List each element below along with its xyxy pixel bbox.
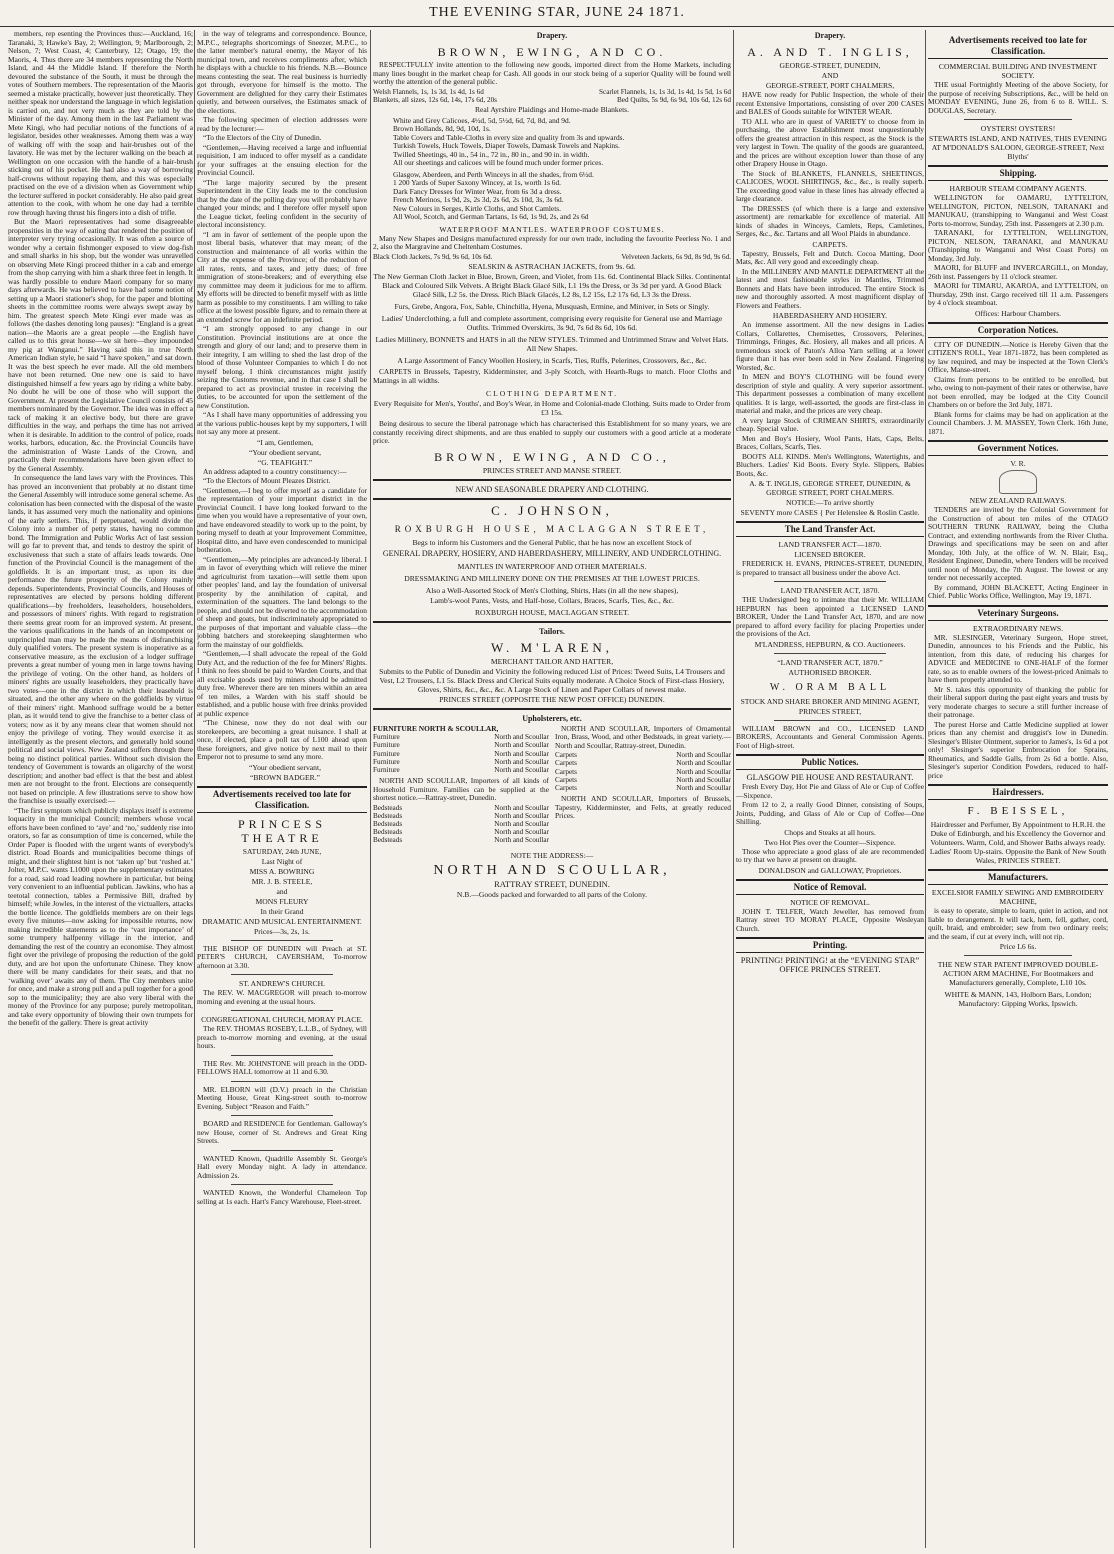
table-cell: Carpets [555,783,577,792]
ad-line: N.B.—Goods packed and forwarded to all parts of the Colony. [456,889,648,899]
section-heading: Public Notices. [736,754,924,770]
notice: Hairdresser and Perfumer, By Appointment to H.R.H. the Duke of Edinburgh, and his Excellency the Governor and Volunteers. Warm, Cold, and Shower Baths always ready. Ladies' Room Up-stairs. Opposite the Bank of New South Wales, PRINCES STREET. [929,820,1107,865]
price-cell: Bed Quilts, 5s 9d, 6s 9d, 10s 6d, 12s 6d [616,95,731,104]
notice: Price L6 6s. [999,942,1037,951]
divider [774,653,887,654]
goods-item: Turkish Towels, Huck Towels, Diaper Towels, Damask Towels and Napkins. [393,141,620,151]
divider [774,581,887,582]
divider [373,708,731,710]
notice: BOARD and RESIDENCE for Gentleman. Galloway's new House, corner of St. Andrews and Great King Streets. [197,1119,367,1145]
ad-address: PRINCES STREET, [798,706,862,716]
notice: MR. SLESINGER, Veterinary Surgeon, Hope street, Dunedin, announces to his Friends and the Public, his intention, from this date, of reducing his charges for ADVICE and MEDICINE to ONE-HALF of the former rate, so as to enable owners of the lowest-priced Animals to have them properly attended to. [928,632,1108,684]
section-heading: Corporation Notices. [928,322,1108,338]
advertiser-name: A. AND T. INGLIS, [747,45,913,59]
price-cell: Scarlet Flannels, 1s, 1s 3d, 1s 4d, 1s 5d, 1s 6d [599,87,731,96]
theatre-title: PRINCESS THEATRE [237,816,327,845]
table-cell: Furniture [373,749,400,758]
ad-paragraph: Also a Well-Assorted Stock of Men's Clothing, Shirts, Hats (in all the new shapes), [425,585,679,595]
notice: The purest Horse and Cattle Medicine supplied at lower prices than any chemist and druggist's low in Dunedin. Slesinger's Blister Ointment, superior to James's, 1s 6d a pot only! Slesinger's superior Embrocation for Sprains, Rheumatics, and Saddle Galls, from 2s 6d a bottle. Also, Slesinger's superior Condition Powders, reduced to half-price [928,719,1108,780]
theatre-date: SATURDAY, 24th JUNE, [242,846,322,856]
ad-line: SEVENTY more CASES { Per Helenslee & Roslin Castle. [740,508,920,517]
ad-line: STOCK AND SHARE BROKER AND MINING AGENT, [740,696,920,706]
notice: WANTED Known, Quadrille Assembly St. George's Hall every Monday night. A lady in attendance. Admission 2s. [197,1153,367,1180]
table-cell: Carpets [555,775,577,784]
goods-item: White and Grey Calicoes, 4½d, 5d, 5½d, 6d, 7d, 8d, and 9d. [393,115,571,125]
ad-paragraph: Lamb's-wool Pants, Vests, and Half-hose, Collars, Braces, Scarfs, Ties, &c., &c. [430,595,674,605]
ad-subheading: SEALSKIN & ASTRACHAN JACKETS, from 9s. 6d. [468,262,636,272]
notice: FREDERICK H. EVANS, PRINCES-STREET, DUNEDIN, is prepared to transact all business under the above Act. [736,559,924,577]
address-paragraph: An address adapted to a country constituency:— [203,466,347,476]
notice-signature: DONALDSON and GALLOWAY, Proprietors. [758,865,902,875]
goods-item: Twilled Sheetings, 40 in., 54 in., 72 in., 80 in., and 90 in. in width. [393,149,590,159]
table-cell: Carpets [555,751,577,760]
section-heading: Hairdressers. [928,784,1108,800]
notice-signature: M'LANDRESS, HEPBURN, & CO. Auctioneers. [754,639,906,649]
lecture-paragraph: “The first symptom which publicly displays itself is extreme loquacity in the municipal Council; members whose vocal efforts have been confined to ‘aye’ and ‘no,’ suddenly rise into orators, so far as consumption of time is concerned, while the Order Paper is flooded with the urgent wants of everybody's district. Road Boards and municipalities become things of might, and their slightest hint is not ‘taken up’ but ‘rushed at.’ Jolter, M.P.C. wants L1000 upon the supplementary estimates for a road, said road leading nowhere in particular, but being very convenient to an influential publican. Jawkins, who has a teetotal connection, tables a Permissive Bill, drafted by himself; while Jowles, in the interest of the victuallers, attacks the bottle licence. The goldfields members are on their legs every five minutes—now asking for impossible returns, now making incredible statements as to the ‘vast importance’ of some trumpery halfpenny village in the interior, and demanding the rest of the country an economise. They almost fight over the privilege of proposing the reduction of the gold duty, and are hot upon the unfortunate Chinese. They know there will be many candidates for their seats, and that no ‘walking over’ awaits any of them. The City members unite for once, and make a strong pull and a pull together for a good sop to the municipality; they are also very liberal with the money of the Province for any purpose; purely metropolitan, and take every opportunity of blowing their own trumpets for the benefit of the gallery. There is great activity [8,805,193,1027]
divider [964,119,1072,120]
notice-title: HARBOUR STEAM COMPANY AGENTS. [949,184,1087,193]
ad-paragraph: The New German Cloth Jacket in Blue, Brown, Green, and Violet, from 11s. 6d. Continental Black Silks. Continental Black and Coloured Silk Velvets. A Bright Black Glacé Silk, L1 19s the Dress, or 3s 3d per yard. A Good Black Glacé Silk, L2 5s. the Dress. Rich Black Glacés, L2 8s, L2 15s, L2 17s 6d, L3 3s the Dress. [373,272,731,300]
advertiser-name: W. M'LAREN, [490,639,614,655]
goods-item: Table Covers and Table-Cloths in every size and quality from 3s and upwards. [393,132,625,142]
table-cell: Bedsteads [373,820,403,829]
ad-subheading: NEW AND SEASONABLE DRAPERY AND CLOTHING. [455,484,649,494]
lecture-paragraph: The following specimen of election addresses were read by the lecturer:— [197,115,367,133]
signoff: “BROWN BADGER.” [249,772,321,782]
ad-subheading: CLOTHING DEPARTMENT. [486,389,618,399]
table-cell: Bedsteads [373,828,403,837]
ad-paragraph: CARPETS in Brussels, Tapestry, Kidderminster, and 3-ply Scotch, with Hearth-Rugs to match. Floor Cloths and Mattings in all widths. [373,367,731,385]
notice: THE Undersigned beg to intimate that their Mr. WILLIAM HEPBURN has been appointed a LICENSED LAND BROKER, Under the Land Transfer Act, 1870, and are now prepared to afford every facility for placing Properties under the provisions of the Act. [736,595,924,638]
notice: Mr S. takes this opportunity of thanking the public for their liberal support during the past eight years and trusts by very moderate charges to secure a still further increase of their patronage. [928,684,1108,719]
notice-title: GLASGOW PIE HOUSE AND RESTAURANT. [746,772,914,782]
address-paragraph: “I am strongly opposed to any change in our Constitution. Provincial institutions are at once the strength and glory of our land; and to preserve them in their integrity, I am willing to shed the last drop of the blood of those Volunteer Companies to which I do not myself belong. I think circumstances might justify seizing the Customs revenue, and in that case I shall be prepared to act as provincial trustee in receiving the duties, to be accounted for upon the settlement of the new Constitution. [197,324,367,410]
section-heading: Upholsterers, etc. [522,713,582,723]
furniture-ads [373,725,731,845]
advertiser-name: NORTH AND SCOULLAR, [433,862,671,878]
notice-title: EXCELSIOR FAMILY SEWING AND EMBROIDERY MACHINE, [931,888,1105,906]
ad-address: GEORGE-STREET, PORT CHALMERS, [765,81,895,90]
notice: CITY OF DUNEDIN.—Notice is Hereby Given that the CITIZEN'S ROLL, Year 1871-1872, has been completed as by law required, and may be inspected at the Town Clerk's Office, Manse-street. [928,339,1108,374]
table-cell: North and Scoullar [494,820,549,829]
table-cell: North and Scoullar [494,749,549,758]
ad-paragraph: RESPECTFULLY invite attention to the following new goods, imported direct from the Home Markets, including many lines bought in the market cheap for Cash. All goods in our stock being of a superior Quality will be found well worthy the attention of the general public. [373,60,731,86]
section-heading: Shipping. [928,165,1108,181]
divider [231,1081,333,1082]
address-heading: “To the Electors of the City of Dunedin. [203,133,322,142]
signoff: “I am, Gentlemen, [256,437,314,447]
notice: Blank forms for claims may be had on application at the Council Chambers. J. M. MASSEY, Town Clerk. 16th June, 1871. [928,409,1108,436]
crest-label: V. R. [1010,459,1026,468]
goods-list [393,117,711,222]
ad-subheading: CARPETS. [812,239,848,249]
notice-signature: By command, JOHN BLACKETT, Acting Engineer in Chief. Public Works Office, Wellington, May 19, 1871. [928,582,1108,600]
notice-title: THE NEW STAR PATENT IMPROVED DOUBLE-ACTION ARM MACHINE, For Bootmakers and Manufacturers generally, Complete, L10 10s. [937,960,1099,987]
notice-title: ST. ANDREW'S CHURCH. [238,979,326,988]
notice: WILLIAM BROWN and CO., LICENSED LAND BROKERS, Accountants and General Commission Agents. Foot of High-street. [736,723,924,750]
notice: STEWARTS ISLAND, AND NATIVES, THIS EVENING AT M'DONALD'S SALOON, GEORGE-STREET, Next Blyths' [928,134,1108,161]
ad-paragraph: Men and Boy's Hosiery, Wool Pants, Hats, Caps, Belts, Braces, Collars, Scarfs, Ties. [736,433,924,451]
price-cell: Velveteen Jackets, 6s 9d, 8s 9d, 9s 6d. [621,252,731,261]
section-heading: Manufacturers. [928,869,1108,885]
price-table [373,253,731,261]
notice: WANTED Known, the Wonderful Chameleon Top selling at 1s each. Hart's Fancy Warehouse, Fleet-street. [197,1188,367,1206]
address-paragraph: “Gentlemen,—Having received a large and influential requisition, I am induced to offer myself as a candidate for your suffrages at the ensuing election for the Provincial Council. [197,142,367,177]
price-cell: Black Cloth Jackets, 7s 9d, 9s 6d, 10s 6d. [373,252,493,261]
section-heading: Notice of Removal. [736,879,924,895]
notice: THE usual Fortnightly Meeting of the above Society, for the purpose of receiving Subscriptions, &c., will be held on MONDAY EVENING, June 26, from 6 to 8. WILL. S. DOUGLAS, Secretary. [928,80,1108,115]
ad-paragraph: In MEN and BOY'S CLOTHING will be found every description of style and quality. A very superior assortment. This department possesses a combination of many excellent qualities. It is large, well-assorted, the goods are first-class in material and make, and the prices are very cheap. [736,372,924,415]
notice-title: LAND TRANSFER ACT, 1870. [780,586,880,595]
divider [231,1184,333,1185]
column-2 [197,30,367,1548]
goods-item: Dark Fancy Dresses for Winter Wear, from 6s 3d a dress. [393,186,562,196]
address-paragraph: “Gentlemen,—My principles are advanced-ly liberal. I am in favor of everything which will relieve the miner and agriculturist from taxation—will settle them upon other peoples' land, and lay the foundation of universal prosperity by the annihilation of capital, and extermination of the squatters. The land belongs to the people, and should not be diverted to the accommodation of sheep and goats, but indiscriminately appropriated to the purposes of that important and valuable class—the jobbing hatchers and storekeeping slaughtermen who form the mainstay of our goldfields. [197,554,367,649]
address-heading: “To the Electors of Mount Pleazes District. [203,476,331,485]
notice: THE BISHOP OF DUNEDIN will Preach at ST. PETER'S CHURCH, CAVERSHAM, To-morrow afternoon at 3.30. [197,943,367,970]
notice: Chops and Steaks at all hours. [784,827,876,837]
table-cell: Furniture [373,733,400,742]
table-cell: Furniture [373,757,400,766]
goods-item: All Wool, Scotch, and German Tartans, 1s 6d, 1s 9d, 2s, and 2s 6d [393,212,589,222]
table-cell: North and Scoullar [494,765,549,774]
column-3-drapery [373,30,731,1548]
ad-paragraph: The Stock of BLANKETS, FLANNELS, SHEETINGS, CALICOES, WOOL SHIRTINGS, &c., &c., is really superb. The exceeding good value in these lines has already effected a large clearance. [736,168,924,203]
table-cell: North and Scoullar [494,828,549,837]
ad-line: NOTICE:—To arrive shortly [785,498,875,507]
divider [231,1010,333,1011]
goods-item: French Merinos, 1s 9d, 2s, 2s 3d, 2s 6d, 2s 10d, 3s, 3s 6d. [393,195,564,205]
bedsteads-table [373,804,549,845]
table-cell: Carpets [555,767,577,776]
section-heading: Tailors. [539,626,565,636]
ad-subheading: GENERAL DRAPERY, HOSIERY, AND HABERDASHERY, MILLINERY, AND UNDERCLOTHING. [382,548,722,558]
theatre-line: and [276,886,288,896]
table-cell: North and Scoullar [494,803,549,812]
column-rule [925,30,926,1548]
ad-paragraph: Ladies Millinery, BONNETS and HATS in all the NEW STYLES. Trimmed and Untrimmed Straw and Velvet Hats. All New Shapes. [375,335,729,354]
table-cell: Furniture [373,741,400,750]
notice-title: “LAND TRANSFER ACT, 1870.” [777,657,883,667]
ad-paragraph: Being desirous to secure the liberal patronage which has characterised this Establishment for so many years, we are constantly receiving direct shipments, and are thus enabled to supply our customers with a good article at a moderate price. [373,419,731,446]
ad-line: Real Ayrshire Plaidings and Home-made Blankets. [474,104,630,114]
divider [231,1115,333,1116]
ad-address: ROXBURGH HOUSE, MACLAGGAN STREET. [474,607,630,617]
ad-paragraph: BOOTS ALL KINDS. Men's Wellingtons, Watertights, and Bluchers. Ladies' Kid Boots. Every Style. Slippers, Babies Boots, &c. [736,451,924,478]
table-cell: North and Scoullar [676,759,731,768]
table-cell: North and Scoullar [494,741,549,750]
ad-paragraph: NORTH AND SCOULLAR, Importers of Ornamental Iron, Brass, Wood, and other Bedsteads, in great variety.—North and Scoullar, Rattray-street, Dunedin. [555,723,731,750]
ad-paragraph: Begs to inform his Customers and the General Public, that he has now an excellent Stock of [412,537,692,547]
ad-subheading: MERCHANT TAILOR AND HATTER, [490,656,614,666]
signoff: “G. TEAFIGHT.” [257,457,313,467]
table-cell: Bedsteads [373,803,403,812]
notice: MR. ELBORN will (D.V.) preach in the Christian Meeting House, Great King-street south to-morrow Evening. Subject “Reason and Faith.” [197,1084,367,1111]
notice: Those who appreciate a good glass of ale are recommended to try that we have at present on draught. [736,846,924,864]
ad-subheading: HABERDASHERY AND HOSIERY. [772,311,888,320]
ad-paragraph: The DRESSES (of which there is a large and extensive assortment) are remarkable for excellence of material. All kinds of shades in Winceys, Camlets, Reps, Camletines, Serges, &c., &c. Tartans and all Wool Plaids in abundance. [736,203,924,238]
notice: The REV. W. MACGREGOR will preach to-morrow morning and evening at the usual hours. [197,988,367,1006]
ad-paragraph: TO ALL who are in quest of VARIETY to choose from in purchasing, the above Establishment most unquestionably offers the greatest attraction in this respect, as the Stock is the very largest in Town. The quality of the goods are guaranteed, and the prices are without exception lower than those of any other Drapery House in Otago. [736,116,924,168]
theatre-prices: Prices—3s, 2s, 1s. [254,926,310,936]
ad-paragraph: A very large Stock of CRIMEAN SHIRTS, extraordinarily cheap. Special value. [736,415,924,433]
column-rule [194,30,195,1548]
advertiser-name: C. JOHNSON, [491,502,613,518]
ad-address: ROXBURGH HOUSE, MACLAGGAN STREET, [394,523,710,534]
notice: TARANAKI, for LYTTELTON, WELLINGTON, PICTON, NELSON, TARANAKI, and MANUKAU (Transhipping to Wanganui and West Coast Ports) on Monday, 3rd July. [928,228,1108,263]
divider [231,1055,333,1056]
column-4 [736,30,924,1548]
ad-address: A. & T. INGLIS, GEORGE STREET, DUNEDIN, & GEORGE STREET, PORT CHALMERS. [749,479,911,497]
column-5 [928,30,1108,1548]
divider [373,479,731,481]
price-table [373,88,731,104]
ad-address: GEORGE-STREET, DUNEDIN, [779,61,881,70]
divider [231,974,333,975]
ad-address: AND [821,71,839,80]
ad-paragraph: NORTH AND SCOULLAR, Importers of all kinds of Household Furniture. Families can be supplied at the shortest notice.—Rattray-street, Dunedin. [373,776,549,803]
ad-address: PRINCES STREET (OPPOSITE THE NEW POST OFFICE) DUNEDIN. [439,694,665,704]
notice-title: EXTRAORDINARY NEWS. [973,623,1063,633]
address-paragraph: “As I shall have many opportunities of addressing you at the various public-houses kept by my supporters, I will not say any more at present. [197,410,367,436]
notice-title: CONGREGATIONAL CHURCH, MORAY PLACE. [201,1015,363,1024]
ad-paragraph: In the MILLINERY AND MANTLE DEPARTMENT all the latest and most fashionable styles in Mantles, Trimmed Bonnets and Hats have been introduced. The entire Stock is new and thoroughly assorted. A most magnificent display of Flowers and Feathers. [736,266,924,310]
ad-paragraph: An immense assortment. All the new designs in Ladies Collars, Collarettes, Chemisettes, Crossovers, Pelerines, Trimmings, Fringes, &c. Hosiery, all makes and all prices. A tremendous stock of Paton's Alloa Yarn selling at a lower figure than it has ever been sold in New Zealand. Fingering Worsted, &c. [736,320,924,372]
notice-signature: WHITE & MANN, 143, Holborn Bars, London; Manufactory: Gipping Works, Ipswich. [944,990,1092,1008]
carpets-table [555,751,731,792]
advertiser-name: BROWN, EWING, AND CO. [437,45,667,59]
ad-paragraph: Ladies' Underclothing, a full and complete assortment, comprising every requisite for General use and Marriage Outfits. Trimmed Overskirts, 3s 9d, 7s 6d 8s 6d, 10s 6d. [381,314,723,333]
notice: TENDERS are invited by the Colonial Government for the Construction of about ten miles of the OTAGO SOUTHERN TRUNK RAILWAY, being the Clutha Contract, and extending northwards from the River Clutha. Drawings and specifications may be seen on and after Monday, 10th July, at the office of W. N. Blair, Esq., Resident Engineer, Dunedin, where Tenders will be received until noon of Monday, the 7th August. The lowest or any tender not necessarily accepted. [928,505,1108,582]
column-rule [370,30,371,1548]
table-cell: North and Scoullar [676,775,731,784]
theatre-line: MR. J. B. STEELE, [251,876,313,886]
ad-address: PRINCES STREET AND MANSE STREET. [482,465,622,475]
furniture-table [373,733,549,774]
section-heading: Drapery. [814,31,846,40]
divider [231,1150,333,1151]
divider [774,720,887,721]
ad-paragraph: Furs, Grebe, Angora, Fox, Sable, Chinchilla, Hyena, Musquash, Ermine, and Miniver, in Sets or Singly. [394,302,710,312]
price-cell: Welsh Flannels, 1s, 1s 3d, 1s 4d, 1s 6d [373,87,484,96]
theatre-line: DRAMATIC AND MUSICAL ENTERTAINMENT. [202,916,362,926]
address-paragraph: “I am in favor of settlement of the people upon the most liberal basis, whatever that may mean; of the construction and maintenance of all works within the City at the expense of the Province; of the reduction of all rates, rents, and taxes, and jetty dues; of free immigration of stone-breakers; and of everything else my committee may deem it judicious for me to affirm. My efforts will be directed to benefit myself with as little harm as possible to my constituents. I am willing to take office at the lowest possible figure, and to remain there at an extended screw for an indefinite period. [197,229,367,324]
table-cell: Furniture [373,765,400,774]
table-cell: North and Scoullar [676,767,731,776]
notice: Offices: Harbour Chambers. [974,308,1062,318]
section-heading: The Land Transfer Act. [736,521,924,537]
column-rule [733,30,734,1548]
notice: Fresh Every Day, Hot Pie and Glass of Ale or Cup of Coffee—Sixpence. [736,782,924,800]
masthead: THE EVENING STAR, JUNE 24 1871. [0,0,1114,27]
address-paragraph: “Gentlemen,—I shall advocate the repeal of the Gold Duty Act, and the reduction of the fee for Miners' Rights. I think no fees should be paid to Warden Courts, and that all excisable goods used by miners should be admitted duty free. Wherever there are ten miners within an area of ten miles, a Warden with his staff should be established, and a public house with free drinks provided at public expence [197,649,367,718]
notice-title: LICENSED BROKER. [794,550,866,559]
theatre-line: MONS FLEURY [255,896,309,906]
goods-item: All our sheetings and calicoes will be found much under former prices. [393,158,604,168]
table-cell: North and Scoullar [494,757,549,766]
address-paragraph: “Gentlemen,—I beg to offer myself as a candidate for the representation of your important district in the Provincial Council. I have long looked forward to the time when you would have a representative of your own, and have endeavored steadily to work up to the point, by boring myself to death at your Improvement Committee, Hospital ditto, and have even condescended to municipal botheration. [197,485,367,554]
goods-item: Glasgow, Aberdeen, and Perth Winceys in all the shades, from 6½d. [393,169,594,179]
goods-item: Brown Hollands, 8d, 9d, 10d, 1s. [393,124,491,134]
notice-title: NEW ZEALAND RAILWAYS. [969,496,1067,505]
ad-paragraph: NORTH AND SCOULLAR, Importers of Brussels, Tapestry, Kidderminster, and Felts, at greatly reduced Prices. [555,794,731,821]
theatre-line: In their Grand [260,906,304,916]
ad-subheading: MANTLES IN WATERPROOF AND OTHER MATERIALS. [457,561,647,571]
section-heading: Drapery. [536,31,568,40]
section-heading: Veterinary Surgeons. [928,605,1108,621]
section-heading: Printing. [736,937,924,953]
royal-crest-icon [999,470,1037,494]
ad-address: RATTRAY STREET, DUNEDIN. [494,878,610,889]
notice-title: AUTHORISED BROKER. [788,667,872,677]
address-paragraph: “The large majority secured by the present Superintendent in the City leads me to the conclusion that by the date of the polling day you will probably have changed your minds; and I therefore offer myself upon the League ticket, feeling confident in the security of electoral inconsistency. [197,177,367,229]
divider [373,498,731,500]
column-1-lecture [8,30,193,1548]
notice: The REV. THOMAS ROSEBY, L.L.B., of Sydney, will preach to-morrow morning and evening, at the usual hours. [197,1024,367,1050]
lecture-paragraph: members, rep esenting the Provinces thus:—Auckland, 16; Taranaki, 3; Hawke's Bay, 2; Wellington, 9; Marlborough, 2; Nelson, 7; West Coast, 4; Canterbury, 12; Otago, 19; the Maoris, 4. Thus there are 34 members representing the North Island, and 44 the Middle Island. If therefore the North devoured the substance of the South, it must be through the votes of Southern members. The representation of the Maoris seemed a mistake practically, however just theoretically. They neither speak nor understand the language in which legislation is carried on, and not very much as they are told by the Minister of the day. Among them in the last Parliament was Mete Kingi, who had peculiar notions of the functions of a legislator, besides other weaknesses. Among them was a way of walking off with the soap and hair-brushes out of the lavatory. He was met by the lecturer walking on the beach at Wellington on one occasion with the handle of a hair-brush sticking out of his pocket. He had also a way of borrowing half-crowns without repaying them, and this was especially practised on the eve of a division when as Government whip the lecturer suffered in pocket considerably. He also paid great attention to the cook, with whom he one day had a terrible row through having thrust his fingers into a dish of trifle. [8,30,193,217]
divider [373,621,731,623]
table-cell: North and Scoullar [494,811,549,820]
goods-item: New Colours in Serges, Kirtle Cloths, and Shot Camlets. [393,203,561,213]
lecture-paragraph: in the way of telegrams and correspondence. Bounce, M.P.C., telegraphs shortcomings of Sneezer, M.P.C., to the latter member's natural enemy, the Mayor of his municipal town, and receives compliments after, which he displays with a chuckle to his friends. N.B.—Bounce means contesting the seat. The real business is hurriedly got through, everyone for himself is the motto. The Government are delighted for they carry their Estimates quietly, and between ourselves, the Estimates smack of the elections. [197,30,367,115]
signoff: “Your obedient servant, [249,447,321,457]
divider [231,940,333,941]
theatre-line: MISS A. BOWRING [249,866,315,876]
ad-paragraph: Submits to the Public of Dunedin and Vicinity the following reduced List of Prices: Tweed Suits, L4 Trousers and Vest, L2 Trousers, L1 5s. Black Dress and Clerical Suits equally moderate. A Choice Stock of First-class Hosiery, Gloves, Shirts, &c., &c., &c. A Large Stock of Linen and Paper Collars of newest make. [379,666,725,694]
lecture-paragraph: But the Maori representatives had some disagreeable propensities in the way of eating that rendered the position of interpreter very trying occasionally. It was often a source of wonder why a certain fishmonger exposed to view dog-fish and small sharks in his shop, but the wonder was unravelled on observing Mete Kingi proceed thither in a cab and emerge from the shop carrying with him a shark three feet in length. It was hardly possible to endure Maori company for so many days afterwards. He was believed to have had some notion of setting up a Maori stationer's shop, for the paper and blotting sheets in the committee rooms were always swept away by him. The greatest speech Mete Kingi ever made was as follows (the dashes denoting long pauses): “England is a great nation—the Maoris are a great people —the English have called us to this great house—we sit here—they impounded my pig at Wanganui.” Having said this in true North American Indian style, he said “I have spoken,” and sat down. It was the best speech he ever made. All the old members have not been returned. One new one is said to have distinguished himself a few years ago by riding a white baby. No doubt he will be one of those who will support the Government. At present the Legislative Council consists of 45 members nominated by the Governor. The idea was in effect a tack of making it an elective body, but there are grave difficulties in the way, and perhaps the time has not arrived when it is desirable. In addition to the control of police, roads works, harbors, education, &c. the Provincial Councils have the administration of Waste Lands of the Crown, and practically their recommendations have been given effect to by the General Assembly. [8,217,193,473]
advertiser-name: W. ORAM BALL [769,681,891,693]
table-cell: North and Scoullar [494,836,549,845]
table-cell: Carpets [555,759,577,768]
advertiser-name: F. BEISSEL, [967,805,1069,817]
ad-subheading: WATERPROOF MANTLES. WATERPROOF COSTUMES. [439,224,665,234]
notice: JOHN T. TELFER, Watch Jeweller, has removed from Rattray street TO MORAY PLACE, Opposite Wesleyan Church. [736,906,924,933]
signoff: “Your obedient servant, [249,762,321,772]
notice: is easy to operate, simple to learn, quiet in action, and not liable to derangement. It will tack, hem, fell, gather, cord, quilt, braid, and embroider; sew from two ordinary reels; and the seam, if cut at every inch, will not rip. [928,906,1108,941]
notice-title: OYSTERS! OYSTERS! [980,124,1056,133]
divider [964,955,1072,956]
notice: Claims from persons to be entitled to be enrolled, but who, owing to non-payment of their rates or otherwise, have not been enrolled, may be lodged at the City Council Chambers on or before the 3rd July, 1871. [928,374,1108,409]
notice: MAORI, for BLUFF and INVERCARGILL, on Monday, 26th inst. Passengers by 11 o'clock steamer. [928,263,1108,281]
ad-subheading: FURNITURE NORTH & SCOULLAR, [373,723,499,733]
table-cell: Bedsteads [373,836,403,845]
ad-paragraph: Every Requisite for Men's, Youths', and Boy's Wear, in Home and Colonial-made Clothing. Suits made to Order from £3 15s. [373,399,731,418]
notice: WELLINGTON for OAMARU, LYTTELTON, WELLINGTON, PICTON, NELSON, TARANAKI and MANUKAU, (transhipping to Wanganui and West Coast Ports to-morrow, Sunday, 25th inst. Passengers at 2.30 p.m. [928,193,1108,228]
ad-paragraph: A Large Assortment of Fancy Woollen Hosiery, in Scarfs, Ties, Ruffs, Pelerines, Crossovers, &c., &c. [397,356,707,366]
notice: Two Hot Pies over the Counter—Sixpence. [764,837,896,847]
price-cell: Blankets, all sizes, 12s 6d, 14s, 17s 6d, 20s [373,95,497,104]
ad-line: NOTE THE ADDRESS:— [510,850,594,860]
theatre-line: Last Night of [261,856,303,866]
table-cell: Bedsteads [373,811,403,820]
table-cell: North and Scoullar [676,751,731,760]
notice-title: COMMERCIAL BUILDING AND INVESTMENT SOCIETY. [938,62,1098,80]
ad-paragraph: Tapestry, Brussels, Felt and Dutch. Cocoa Matting, Door Mats, &c. All very good and exceedingly cheap. [736,248,924,266]
notice-title: NOTICE OF REMOVAL. [790,897,870,907]
table-cell: North and Scoullar [494,733,549,742]
ad-subheading: DRESSMAKING AND MILLINERY DONE ON THE PREMISES AT THE LOWEST PRICES. [404,573,700,583]
notice: THE Rev. Mr. JOHNSTONE will preach in the ODD-FELLOWS HALL tomorrow at 11 and 6.30. [197,1058,367,1076]
table-cell: North and Scoullar [676,783,731,792]
goods-item: 1 200 Yards of Super Saxony Wincey, at 1s, worth 1s 6d. [393,178,562,188]
advertiser-name: BROWN, EWING, AND CO., [434,449,670,464]
notice: MAORI for TIMARU, AKAROA, and LYTTELTON, on Thursday, 29th inst. Cargo received till 11 a.m. Passengers by 4 o'clock steamboat. [928,281,1108,307]
notice-title: LAND TRANSFER ACT—1870. [778,540,882,549]
section-heading: Government Notices. [928,440,1108,456]
section-heading: Advertisements received too late for Classification. [197,786,367,813]
notice: PRINTING! PRINTING! at the “EVENING STAR” OFFICE PRINCES STREET. [740,955,920,974]
address-paragraph: “The Chinese, now they do not deal with our storekeepers, are becoming a great nuisance. I shall at once, if elected, place a poll tax of L100 ahead upon these foreigners, and give notice by next mail to their Emperor not to presume to send any more. [197,718,367,761]
lecture-paragraph: In consequence the land laws vary with the Provinces. This has proved an inconvenient that probably at no distant time the General Assembly will introduce some general scheme. As colonisation has been connected with the disposal of the waste lands, it has assumed very much the nationality and opinions of the early settlers. This, if perpetuated, would divide the Colony into a number of petty states, having no common bond. The Immigration and Public Works Act of last session will go far to prevent that, and tends to destroy the spirit of exclusiveness that such a state of affairs leads towards. One function of the Provincial Council is the management of the goldfields. It is an important trust, as upon its due performance the future prosperity of the Colony mainly depends. Superintendents, Provincial Councils, and Houses of representatives are elected by persons holding different qualifications—by freeholders, leaseholders, householders, and possessors of miners' rights. With regard to registration there seems great room for an improved system. At present, the various qualifications in the hands of an incompetent or unprincipled man may be made the means of disfranchising duly qualified voters. The present system is inoperative as a conservative measure, as the exclusion of a lodger suffrage prevents a great number of young men in large towns having the privilege of voting. On the other hand, as holders of miners' rights are usually leaseholders, they practically have two votes—one in the district in which their leasehold is situated, and the other any where on the goldfields by virtue of their miners' right. Manhood suffrage would be a better plan, as it would tend to give the franchise to a better class of voters; now as it by any means clear that women should not enjoy the privilege of voting. They would exercise it as intelligently as the present electors, and generally hold sound political and social views. New Zealand suffers through there being no distinct political parties. Without such division the tendency of Government is towards an oligarchy of the worst description; and another bad effect is that the best and ablest men are not brought to the front. Elections are consequently not based on principle. A few illustrations serve to show how the franchise is usually exercised:— [8,473,193,805]
ad-paragraph: HAVE now ready for Public Inspection, the whole of their recent Extensive Importations, consisting of over 200 CASES and BALES of Goods suitable for WINTER WEAR. [736,90,924,116]
notice: From 12 to 2, a really Good Dinner, consisting of Soups, Joints, Pudding, and Glass of Ale or Cup of Coffee—One Shilling. [736,800,924,826]
ad-paragraph: Many New Shapes and Designs manufactured expressly for our own trade, including the favourite Peerless No. 1 and 2, also the Margravine and Cheltenham Costumes. [373,233,731,252]
section-heading: Advertisements received too late for Classification. [928,34,1108,59]
